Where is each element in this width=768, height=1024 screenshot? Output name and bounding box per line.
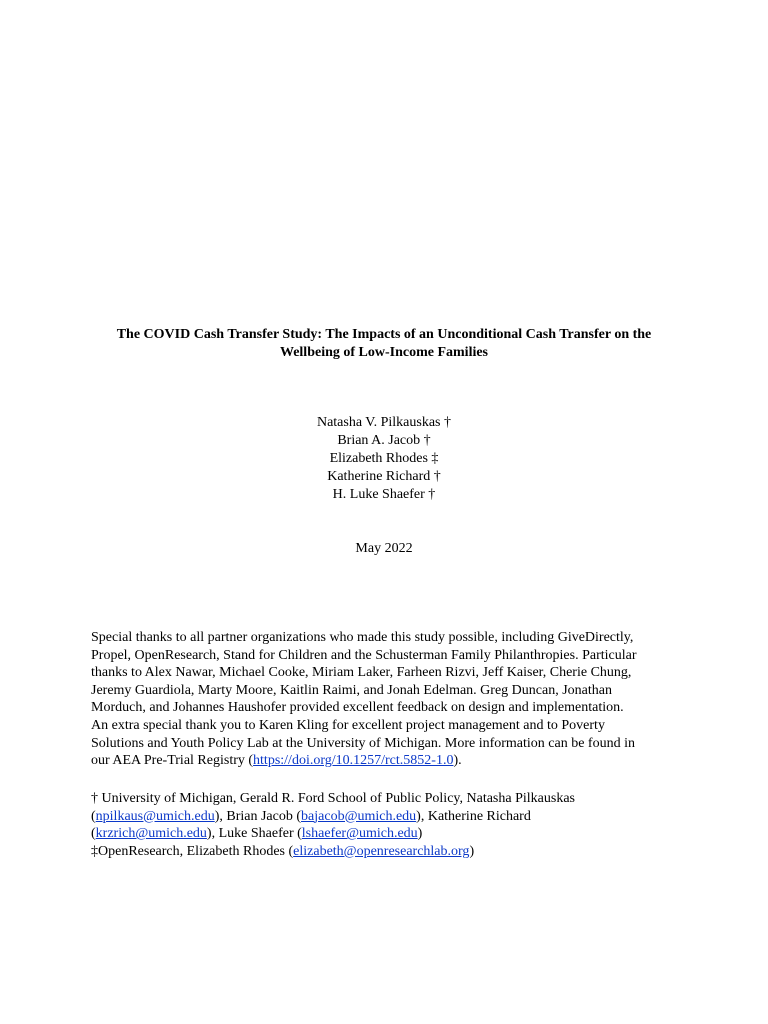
ack-line: Special thanks to all partner organizations who made this study possible, including GiveDirectly, [91, 630, 634, 645]
title-line-1: The COVID Cash Transfer Study: The Impacts of an Unconditional Cash Transfer on the [116, 327, 652, 342]
affiliation-text: ), Luke Shaefer ( [206, 826, 302, 842]
registry-prefix: our AEA Pre-Trial Registry ( [91, 753, 254, 769]
email-rhodes-link[interactable]: elizabeth@openresearchlab.org [293, 843, 470, 859]
affiliation-openresearch: ‡OpenResearch, Elizabeth Rhodes (elizabeth@openresearchlab.org) [91, 843, 475, 859]
email-shaefer-link[interactable]: lshaefer@umich.edu [301, 826, 418, 842]
affiliation-umich: † University of Michigan, Gerald R. Ford School of Public Policy, Natasha Pilkauskas [91, 791, 575, 806]
paper-title [60, 326, 708, 362]
publication-date: May 2022 [355, 541, 413, 556]
author-jacob: Brian A. Jacob † [337, 433, 431, 448]
acknowledgements-paragraph [91, 629, 691, 770]
author-shaefer: H. Luke Shaefer † [332, 487, 436, 502]
ack-line: thanks to Alex Nawar, Michael Cooke, Miriam Laker, Farheen Rizvi, Jeff Kaiser, Cherie Chung, [91, 665, 632, 681]
affiliation-line: (npilkaus@umich.edu), Brian Jacob (bajacob@umich.edu), Katherine Richard [91, 808, 531, 824]
affiliation-text: ), Katherine Richard [416, 808, 531, 824]
affiliation-text: ), Brian Jacob ( [214, 808, 302, 824]
affiliation-text: ‡OpenResearch, Elizabeth Rhodes ( [91, 843, 294, 859]
author-list [0, 414, 768, 504]
ack-line: Jeremy Guardiola, Marty Moore, Kaitlin Raimi, and Jonah Edelman. Greg Duncan, Jonathan [91, 682, 612, 698]
email-richard-link[interactable]: krzrich@umich.edu [95, 826, 207, 842]
title-line-2: Wellbeing of Low-Income Families [279, 345, 489, 360]
affiliations-block [91, 790, 691, 860]
ack-line [91, 752, 691, 770]
ack-line: Propel, OpenResearch, Stand for Children and the Schusterman Family Philanthropies. Particular [91, 647, 637, 663]
ack-line: An extra special thank you to Karen Kling for excellent project management and to Poverty [91, 717, 605, 733]
author-rhodes: Elizabeth Rhodes ‡ [329, 451, 439, 466]
ack-line: Morduch, and Johannes Haushofer provided excellent feedback on design and implementation. [91, 700, 624, 716]
email-pilkauskas-link[interactable]: npilkaus@umich.edu [95, 808, 215, 824]
registry-link[interactable]: https://doi.org/10.1257/rct.5852-1.0 [253, 753, 454, 769]
affiliation-line: (krzrich@umich.edu), Luke Shaefer (lshaefer@umich.edu) [91, 826, 423, 842]
registry-suffix: ). [453, 753, 462, 769]
ack-line: Solutions and Youth Policy Lab at the University of Michigan. More information can be found in [91, 735, 635, 751]
author-richard: Katherine Richard † [327, 469, 441, 484]
email-jacob-link[interactable]: bajacob@umich.edu [301, 808, 417, 824]
author-pilkauskas: Natasha V. Pilkauskas † [316, 415, 452, 430]
